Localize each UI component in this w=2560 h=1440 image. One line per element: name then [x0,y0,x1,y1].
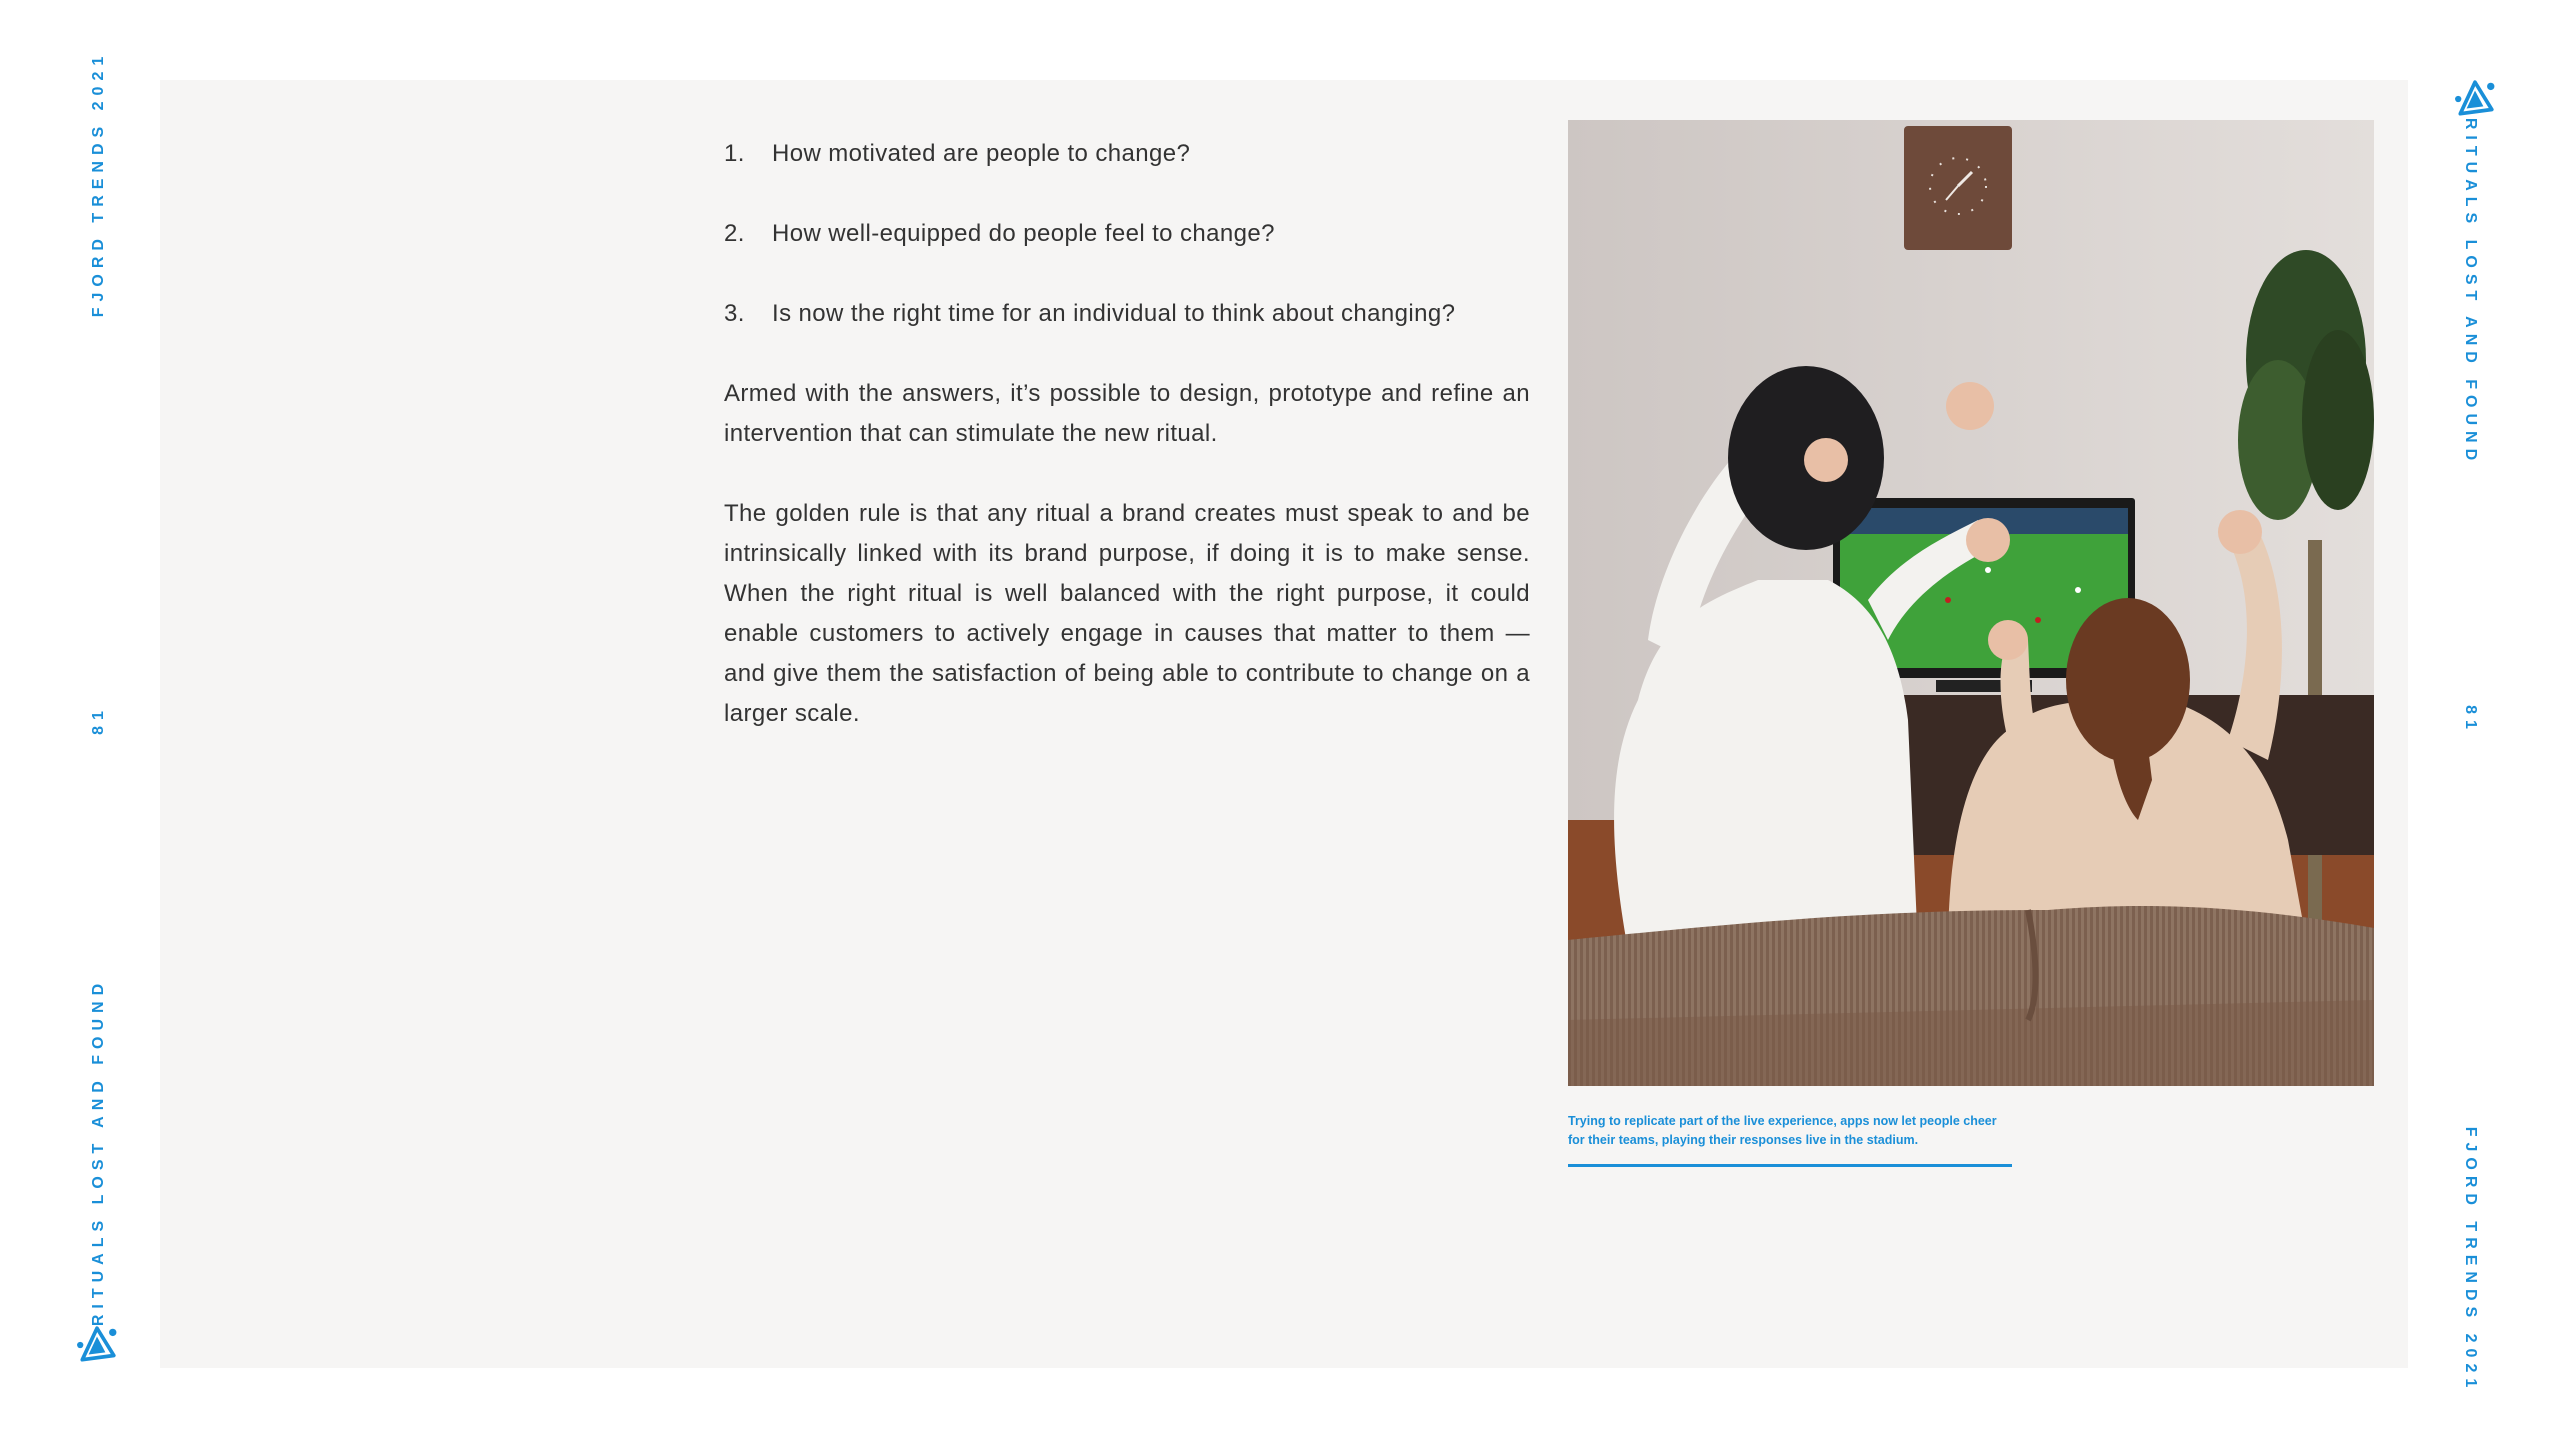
sidebar-page-number: 81 [90,705,107,735]
sidebar-top-label: RITUALS LOST AND FOUND [2462,117,2479,467]
sidebar-page-number: 81 [2462,705,2479,735]
question-number: 2. [724,220,745,247]
photo-couple-watching-football [1568,120,2374,1086]
question-item-2 [724,214,1530,254]
sidebar-bottom-label: RITUALS LOST AND FOUND [90,977,107,1327]
question-text: How well-equipped do people feel to change? [772,220,1275,247]
question-number: 1. [724,140,745,167]
photo-illustration [1568,120,2374,1086]
photo-caption: Trying to replicate part of the live experience, apps now let people cheer for their teams, playing their responses live in the stadium. [1568,1114,1997,1147]
fjord-logo-icon [2454,78,2496,120]
caption-underline [1568,1164,2012,1167]
article-body [724,134,1530,774]
question-item-1 [724,134,1530,174]
fjord-logo-icon [76,1324,118,1366]
paragraph-golden-rule: The golden rule is that any ritual a brand creates must speak to and be intrinsically linked with its brand purpose, if doing it is to make sense. When the right ritual is well balanced with the right purpose, it could enable customers to actively engage in causes that matter to them — and give them the satisfaction of being able to contribute to change on a larger scale. [724,500,1530,727]
question-item-3 [724,294,1530,334]
sidebar-top-label: FJORD TRENDS 2021 [90,50,107,318]
question-text: Is now the right time for an individual to think about changing? [772,300,1456,327]
sidebar-bottom-label: FJORD TRENDS 2021 [2462,1126,2479,1394]
question-text: How motivated are people to change? [772,140,1191,167]
paragraph-answers: Armed with the answers, it’s possible to design, prototype and refine an intervention that can stimulate the new ritual. [724,380,1530,447]
question-number: 3. [724,300,745,327]
